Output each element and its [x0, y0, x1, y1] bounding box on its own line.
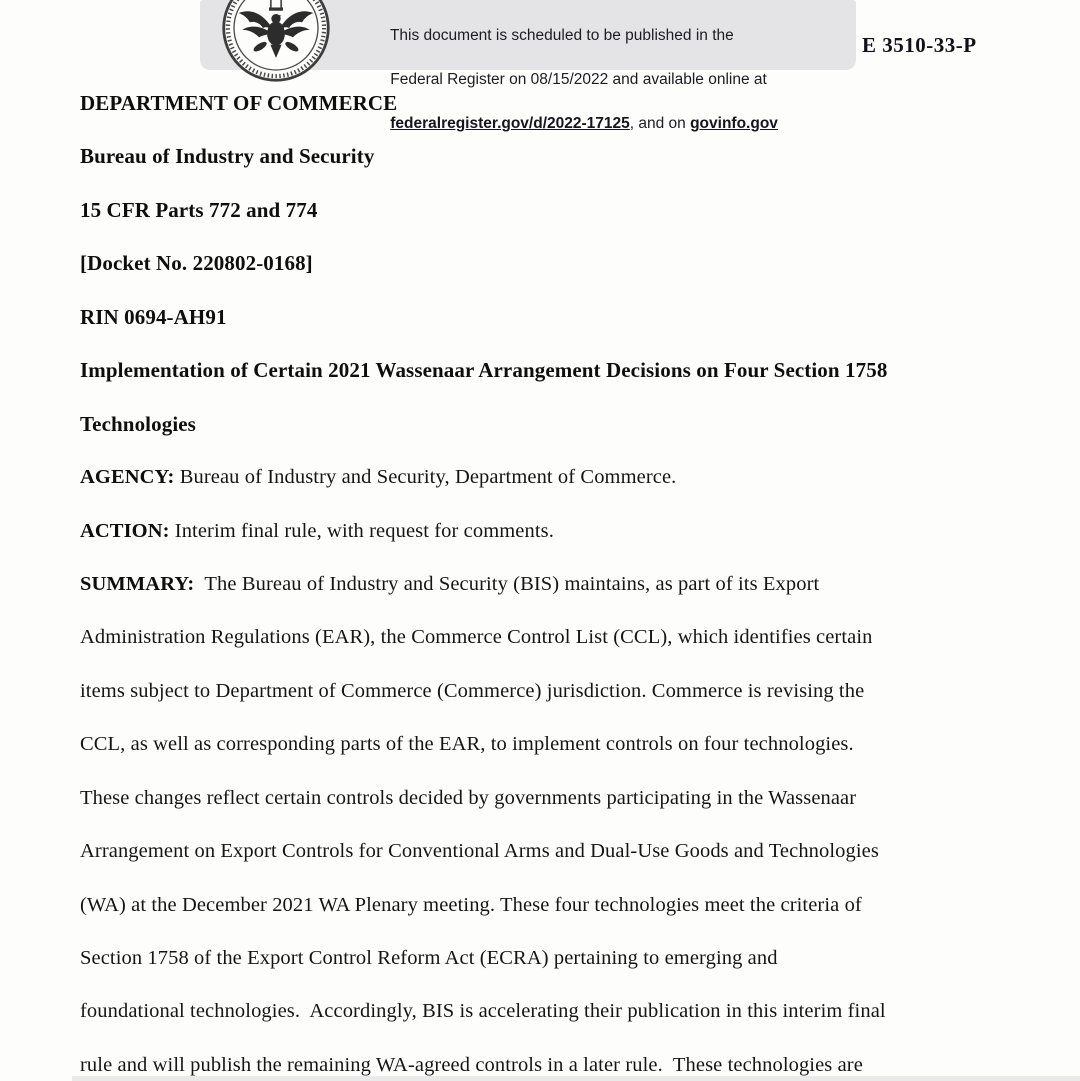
document-title-line-2: Technologies	[80, 411, 196, 436]
summary-text-line: Administration Regulations (EAR), the Commerce Control List (CCL), which identifies certain	[80, 626, 873, 649]
summary-text-line: CCL, as well as corresponding parts of the EAR, to implement controls on four technologies.	[80, 733, 854, 756]
agency-line	[80, 451, 1010, 504]
agency-label: AGENCY:	[80, 466, 175, 489]
banner-line-3-separator: , and on	[629, 115, 691, 132]
heading-docket-number: [Docket No. 220802-0168]	[80, 251, 313, 276]
summary-text-line: items subject to Department of Commerce (Commerce) jurisdiction. Commerce is revising the	[80, 679, 865, 702]
summary-text-line: rule and will publish the remaining WA-agreed controls in a later rule. These technologies are	[80, 1053, 863, 1076]
summary-text-line: The Bureau of Industry and Security (BIS) maintains, as part of its Export	[194, 572, 820, 595]
banner-line-1: This document is scheduled to be published in the	[389, 27, 734, 44]
document-title-line-1: Implementation of Certain 2021 Wassenaar Arrangement Decisions on Four Section 1758	[80, 358, 888, 383]
banner-line-2: Federal Register on 08/15/2022 and available online at	[390, 71, 767, 88]
heading-cfr-parts: 15 CFR Parts 772 and 774	[80, 197, 318, 222]
federalregister-link[interactable]: federalregister.gov/d/2022-17125	[390, 115, 630, 132]
summary-label: SUMMARY:	[80, 572, 195, 595]
heading-rin: RIN 0694-AH91	[80, 304, 227, 329]
heading-bureau: Bureau of Industry and Security	[80, 144, 375, 169]
federal-register-eagle-seal-icon	[220, 0, 332, 84]
action-label: ACTION:	[80, 519, 170, 542]
action-line	[80, 505, 1010, 558]
banner-disclaimer-text	[373, 3, 778, 157]
action-text: Interim final rule, with request for comments.	[169, 519, 554, 542]
summary-text-line: (WA) at the December 2021 WA Plenary meeting. These four technologies meet the criteria of	[80, 893, 862, 916]
agency-text: Bureau of Industry and Security, Department of Commerce.	[174, 466, 677, 489]
summary-text-line: Section 1758 of the Export Control Reform Act (ECRA) pertaining to emerging and	[80, 947, 778, 969]
summary-text-line: These changes reflect certain controls decided by governments participating in the Wassenaar	[80, 786, 857, 809]
page-bottom-edge	[72, 1076, 1080, 1081]
billing-code: E 3510-33-P	[862, 33, 977, 57]
summary-line	[80, 558, 1010, 611]
summary-text-line: foundational technologies. Accordingly, BIS is accelerating their publication in this interim final	[80, 1000, 886, 1023]
heading-department: DEPARTMENT OF COMMERCE	[80, 91, 398, 115]
summary-text-line: Arrangement on Export Controls for Conventional Arms and Dual-Use Goods and Technologies	[80, 840, 879, 863]
govinfo-link[interactable]: govinfo.gov	[690, 115, 778, 132]
document-body	[80, 77, 1010, 1081]
